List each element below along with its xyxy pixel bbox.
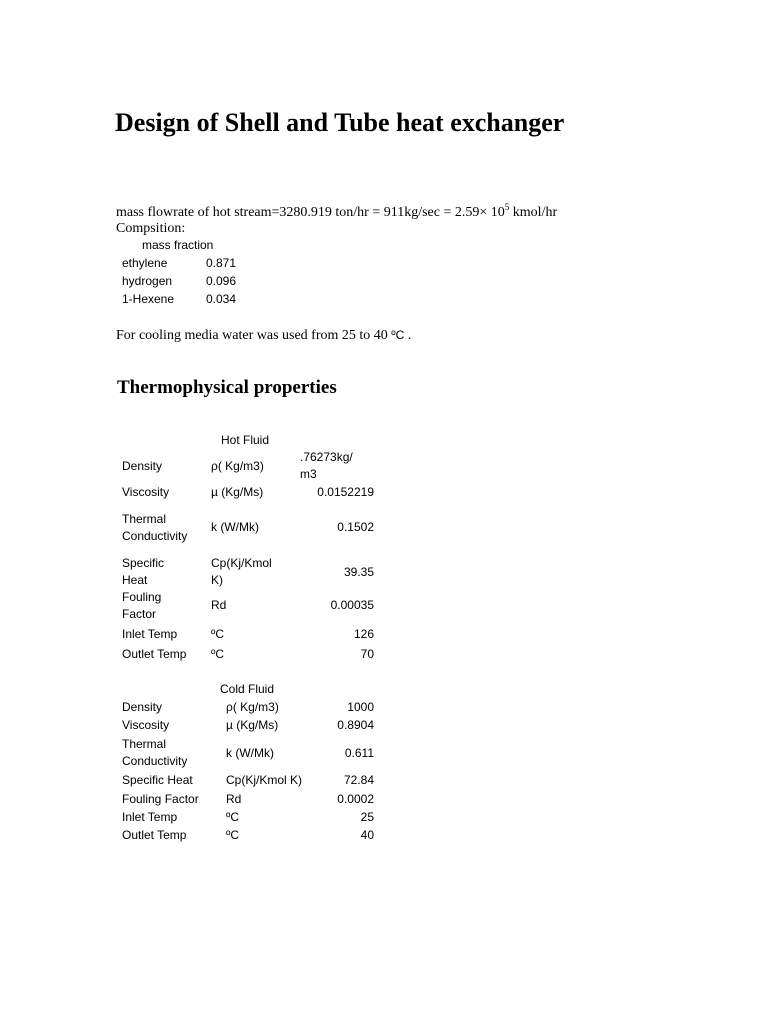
hot-property-value: 0.0152219 [317,485,374,499]
hot-property-value: 0.1502 [337,520,374,534]
flow-unit: kmol/hr [509,205,558,220]
composition-value: 0.096 [206,274,237,288]
hot-property-unit: µ (Kg/Ms) [211,485,264,499]
hot-property-name: Inlet Temp [122,627,178,641]
cold-property-unit: k (W/Mk) [226,746,274,760]
flow-text: mass flowrate of hot stream=3280.919 ton/hr = 911kg/sec = 2.59× 10 [116,205,505,220]
hot-property-value: 126 [353,627,374,641]
hot-property-unit: ºC [211,647,225,661]
flow-exponent: 5 [504,202,510,212]
mass-flowrate-line [116,202,557,221]
cold-property-value: 0.611 [344,746,374,760]
cooling-media-line [116,328,411,344]
hot-fluid-header: Hot Fluid [221,433,270,447]
cold-property-value: 0.0002 [337,792,374,806]
cold-property-name: Inlet Temp [122,810,178,824]
cold-property-unit: ρ( Kg/m3) [226,700,279,714]
cold-property-value: 25 [360,810,374,824]
composition-name: hydrogen [122,274,173,288]
mass-fraction-header: mass fraction [142,238,214,252]
cooling-unit: ºC [391,328,405,342]
hot-property-name: Thermal Conductivity [122,512,188,543]
hot-property-unit: ºC [211,627,225,641]
hot-property-name: Density [122,459,163,473]
composition-value: 0.871 [206,256,237,270]
cooling-text: For cooling media water was used from 25 to 40 [116,328,392,343]
cold-property-name: Viscosity [122,718,170,732]
cold-property-name: Thermal Conductivity [122,737,188,768]
cooling-end: . [404,328,412,343]
composition-name: 1-Hexene [122,292,175,306]
cold-property-name: Density [122,700,163,714]
cold-property-unit: µ (Kg/Ms) [226,718,279,732]
hot-property-name: Fouling Factor [122,590,162,621]
composition-name: ethylene [122,256,168,270]
cold-property-unit: Rd [226,792,242,806]
cold-property-unit: Cp(Kj/Kmol K) [226,773,303,787]
composition-label: Compsition: [116,221,186,236]
hot-property-unit: ρ( Kg/m3) [211,459,264,473]
cold-property-value: 40 [360,828,374,842]
hot-property-value: 39.35 [343,565,374,579]
hot-property-unit: k (W/Mk) [211,520,259,534]
hot-property-unit: Cp(Kj/Kmol K) [211,556,272,587]
hot-property-value: .76273kg/ m3 [300,450,353,481]
cold-property-value: 0.8904 [337,718,374,732]
cold-property-unit: ºC [226,828,240,842]
cold-property-name: Outlet Temp [122,828,187,842]
cold-property-value: 72.84 [343,773,374,787]
hot-property-value: 70 [360,647,374,661]
hot-property-value: 0.00035 [330,598,374,612]
hot-property-name: Viscosity [122,485,170,499]
composition-value: 0.034 [206,292,237,306]
cold-property-unit: ºC [226,810,240,824]
hot-property-name: Specific Heat [122,556,165,587]
cold-property-value: 1000 [347,700,374,714]
cold-property-name: Specific Heat [122,773,193,787]
cold-fluid-header: Cold Fluid [220,682,275,696]
hot-property-unit: Rd [211,598,227,612]
hot-property-name: Outlet Temp [122,647,187,661]
page-title: Design of Shell and Tube heat exchanger [115,108,565,137]
section-heading: Thermophysical properties [117,377,337,398]
cold-property-name: Fouling Factor [122,792,199,806]
